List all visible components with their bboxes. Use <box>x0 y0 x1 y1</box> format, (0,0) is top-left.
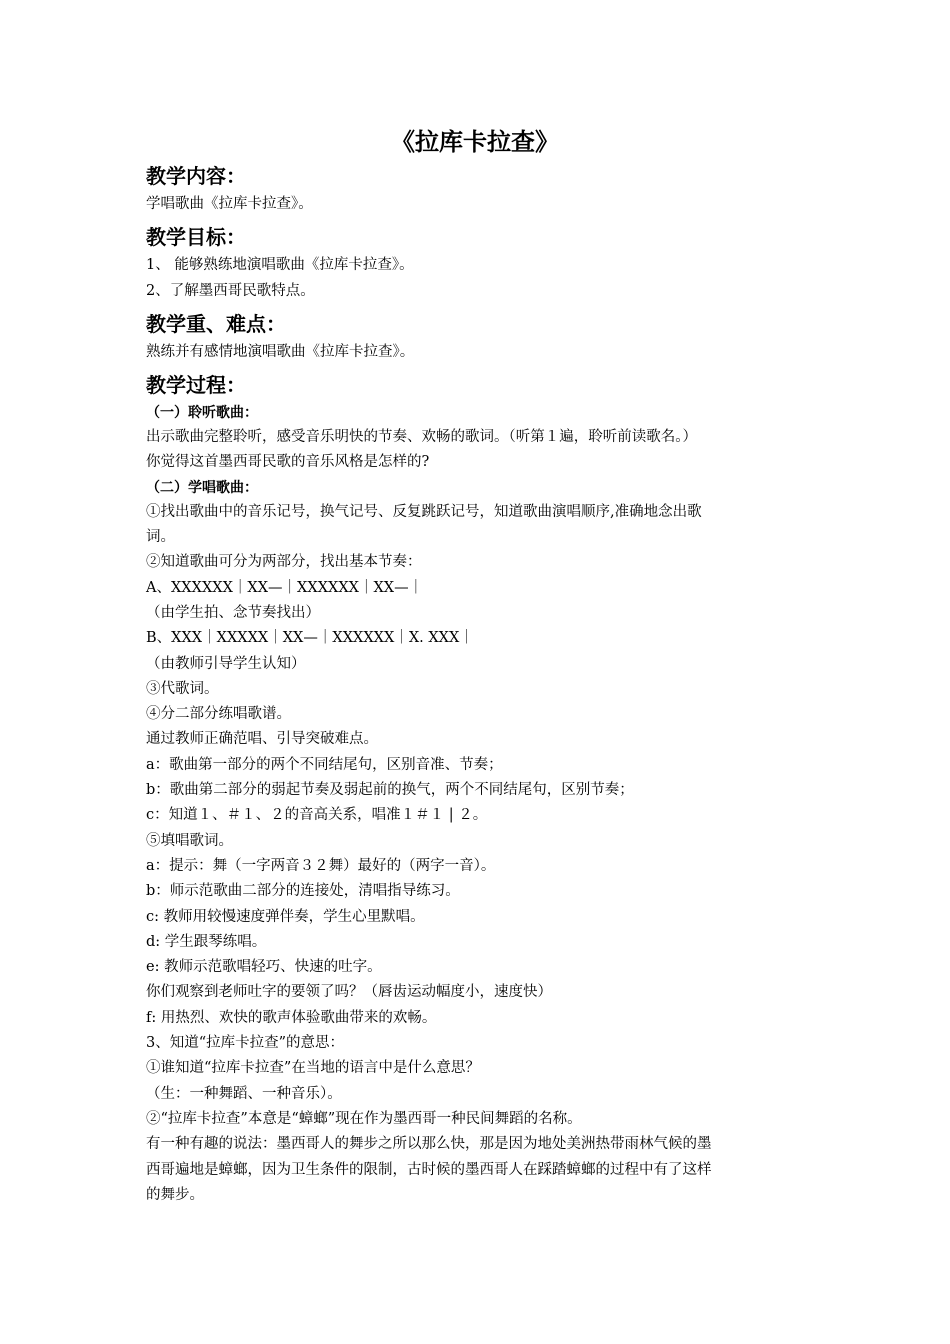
learn-line: A、XXXXXX｜XX—｜XXXXXX｜XX—｜ <box>146 579 424 596</box>
learn-line: ⑤填唱歌词。 <box>146 832 233 849</box>
heading-key-points: 教学重、难点： <box>146 311 286 336</box>
story-line-2: 西哥遍地是蟑螂，因为卫生条件的限制，古时候的墨西哥人在踩踏蟑螂的过程中有了这样 <box>146 1161 712 1178</box>
learn-line: ①谁知道“拉库卡拉查”在当地的语言中是什么意思？ <box>146 1060 480 1077</box>
teaching-content-text: 学唱歌曲《拉库卡拉查》。 <box>146 196 313 212</box>
subheading-learn: （二）学唱歌曲： <box>146 479 258 496</box>
story-line-1: 有一种有趣的说法：墨西哥人的舞步之所以那么快，那是因为地处美洲热带雨林气候的墨 <box>146 1136 712 1153</box>
document-title: 《拉库卡拉查》 <box>391 128 559 156</box>
learn-line: （由教师引导学生认知） <box>146 655 306 672</box>
learn-line: 通过教师正确范唱、引导突破难点。 <box>146 731 378 748</box>
learn-line: ②“拉库卡拉查”本意是“蟑螂”现在作为墨西哥一种民间舞蹈的名称。 <box>146 1110 582 1127</box>
learn-line: （生：一种舞蹈、一种音乐）。 <box>146 1085 342 1102</box>
learn-line: ③代歌词。 <box>146 680 219 697</box>
learn-line: b：歌曲第二部分的弱起节奏及弱起前的换气，两个不同结尾句，区别节奏； <box>146 782 634 799</box>
heading-teaching-content: 教学内容： <box>146 164 246 188</box>
learn-line: d: 学生跟琴练唱。 <box>146 933 267 950</box>
learn-line: （由学生拍、念节奏找出） <box>146 604 320 621</box>
learn-line: a：歌曲第一部分的两个不同结尾句，区别音准、节奏； <box>146 756 503 773</box>
learn-line: B、XXX｜XXXXX｜XX—｜XXXXXX｜X. XXX｜ <box>146 630 474 647</box>
story-line-3: 的舞步。 <box>146 1186 204 1203</box>
learn-line: ②知道歌曲可分为两部分，找出基本节奏： <box>146 554 422 571</box>
goal-item-2: 2、了解墨西哥民歌特点。 <box>146 282 315 299</box>
key-points-text: 熟练并有感情地演唱歌曲《拉库卡拉查》。 <box>146 343 415 360</box>
learn-step1-line-2: 词。 <box>146 529 175 546</box>
learn-line: c: 教师用较慢速度弹伴奏，学生心里默唱。 <box>146 908 425 925</box>
learn-line: f: 用热烈、欢快的歌声体验歌曲带来的欢畅。 <box>146 1009 437 1026</box>
learn-step1-line-1: ①找出歌曲中的音乐记号，换气记号、反复跳跃记号，知道歌曲演唱顺序,准确地念出歌 <box>146 503 702 520</box>
heading-teaching-process: 教学过程： <box>146 373 246 398</box>
learn-line: e: 教师示范歌唱轻巧、快速的吐字。 <box>146 959 382 976</box>
learn-line: c：知道１、＃１、２的音高关系，唱准１＃１ | ２。 <box>146 807 488 824</box>
learn-line: ④分二部分练唱歌谱。 <box>146 706 291 723</box>
learn-line: 3、知道“拉库卡拉查”的意思： <box>146 1035 345 1052</box>
listen-line-2: 你觉得这首墨西哥民歌的音乐风格是怎样的? <box>146 454 430 471</box>
learn-line: b：师示范歌曲二部分的连接处，清唱指导练习。 <box>146 883 460 900</box>
subheading-listen: （一）聆听歌曲： <box>146 405 258 422</box>
document-body <box>146 160 806 1208</box>
goal-item-1: 1、 能够熟练地演唱歌曲《拉库卡拉查》。 <box>146 257 414 274</box>
listen-line-1: 出示歌曲完整聆听，感受音乐明快的节奏、欢畅的歌词。（听第１遍，聆听前读歌名。） <box>146 429 697 446</box>
learn-line: 你们观察到老师吐字的要领了吗？（唇齿运动幅度小，速度快） <box>146 984 552 1001</box>
learn-line: a：提示：舞（一字两音３２舞）最好的（两字一音）。 <box>146 857 496 874</box>
heading-teaching-goals: 教学目标： <box>146 225 246 250</box>
